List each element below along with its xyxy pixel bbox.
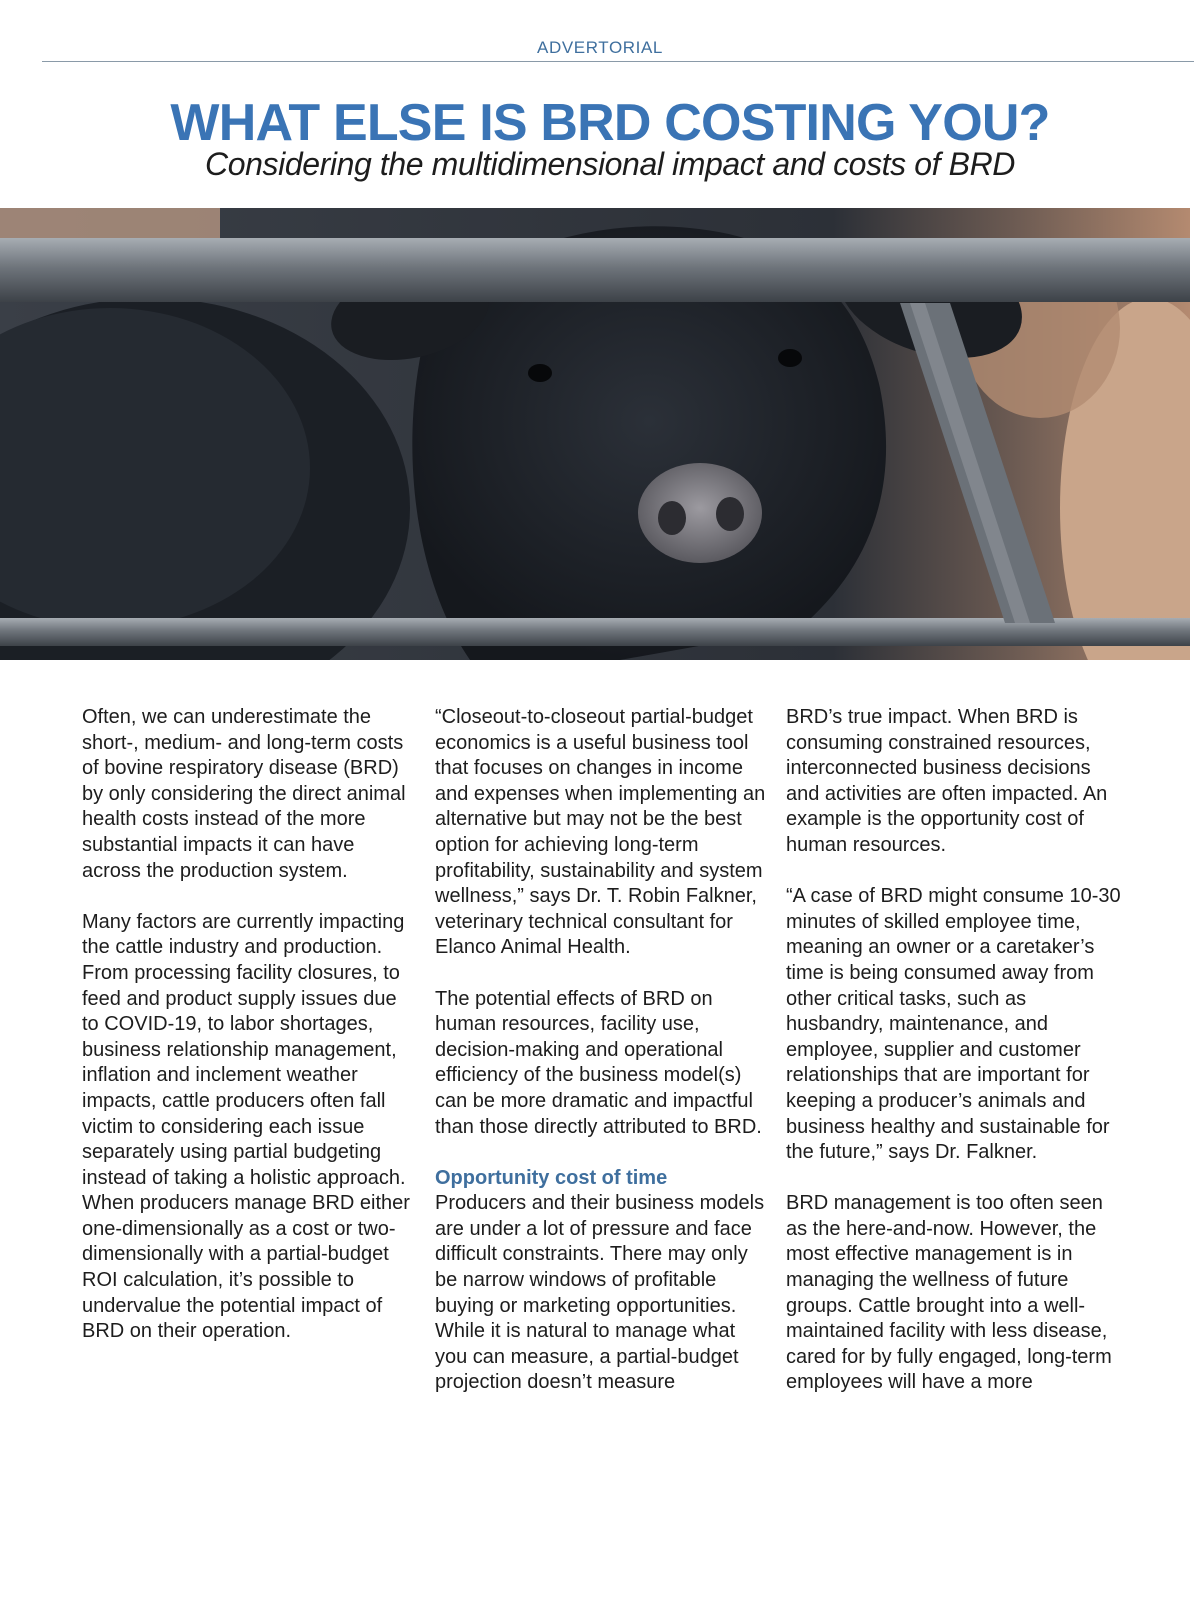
article-column-2 — [435, 705, 770, 1396]
header-divider — [42, 61, 1194, 62]
article-headline: WHAT ELSE IS BRD COSTING YOU? — [170, 94, 1050, 152]
paragraph: The potential effects of BRD on human resources, facility use, decision-making and operational efficiency of the business model(s) can be more dramatic and impactful than those directly attributed to BRD. — [435, 987, 762, 1138]
article-subheadline: Considering the multidimensional impact and costs of BRD — [205, 146, 1015, 182]
hero-photo-cattle — [0, 208, 1190, 660]
paragraph: “A case of BRD might consume 10-30 minutes of skilled employee time, meaning an owner or a caretaker’s time is being consumed away from other critical tasks, such as husbandry, maintenance, and employee, supplier and customer relationships that are important for keeping a producer’s animals and business healthy and sustainable for the future,” says Dr. Falkner. — [786, 885, 1121, 1164]
article-column-1 — [82, 705, 417, 1345]
section-heading: Opportunity cost of time — [435, 1166, 668, 1189]
article-column-3 — [786, 705, 1121, 1396]
paragraph: “Closeout-to-closeout partial-budget economics is a useful business tool that focuses on changes in income and expenses when implementing an alternative but may not be the best option for achieving long-term profitability, sustainability and system wellness,” says Dr. T. Robin Falkner, veterinary technical consultant for Elanco Animal Health. — [435, 706, 766, 959]
section-kicker: ADVERTORIAL — [537, 38, 663, 57]
paragraph: BRD management is too often seen as the here-and-now. However, the most effective management is in managing the wellness of future groups. Cattle brought into a well-maintained facility with less disease, cared for by fully engaged, long-term employees will have a more — [786, 1192, 1112, 1394]
paragraph: Often, we can underestimate the short-, medium- and long-term costs of bovine respiratory disease (BRD) by only considering the direct animal health costs instead of the more substantial impacts it can have across the production system. — [82, 706, 406, 882]
paragraph: Many factors are currently impacting the cattle industry and production. From processing facility closures, to feed and product supply issues due to COVID-19, to labor shortages, business relationship management, inflation and inclement weather impacts, cattle producers often fall victim to considering each issue separately using partial budgeting instead of taking a holistic approach. When producers manage BRD either one-dimensionally as a cost or two-dimensionally with a partial-budget ROI calculation, it’s possible to undervalue the potential impact of BRD on their operation. — [82, 910, 410, 1343]
paragraph: Producers and their business models are under a lot of pressure and face difficult constraints. There may only be narrow windows of profitable buying or marketing opportunities. While it is natural to manage what you can measure, a partial-budget projection doesn’t measure — [435, 1192, 765, 1394]
paragraph: BRD’s true impact. When BRD is consuming constrained resources, interconnected business decisions and activities are often impacted. An example is the opportunity cost of human resources. — [786, 706, 1108, 856]
